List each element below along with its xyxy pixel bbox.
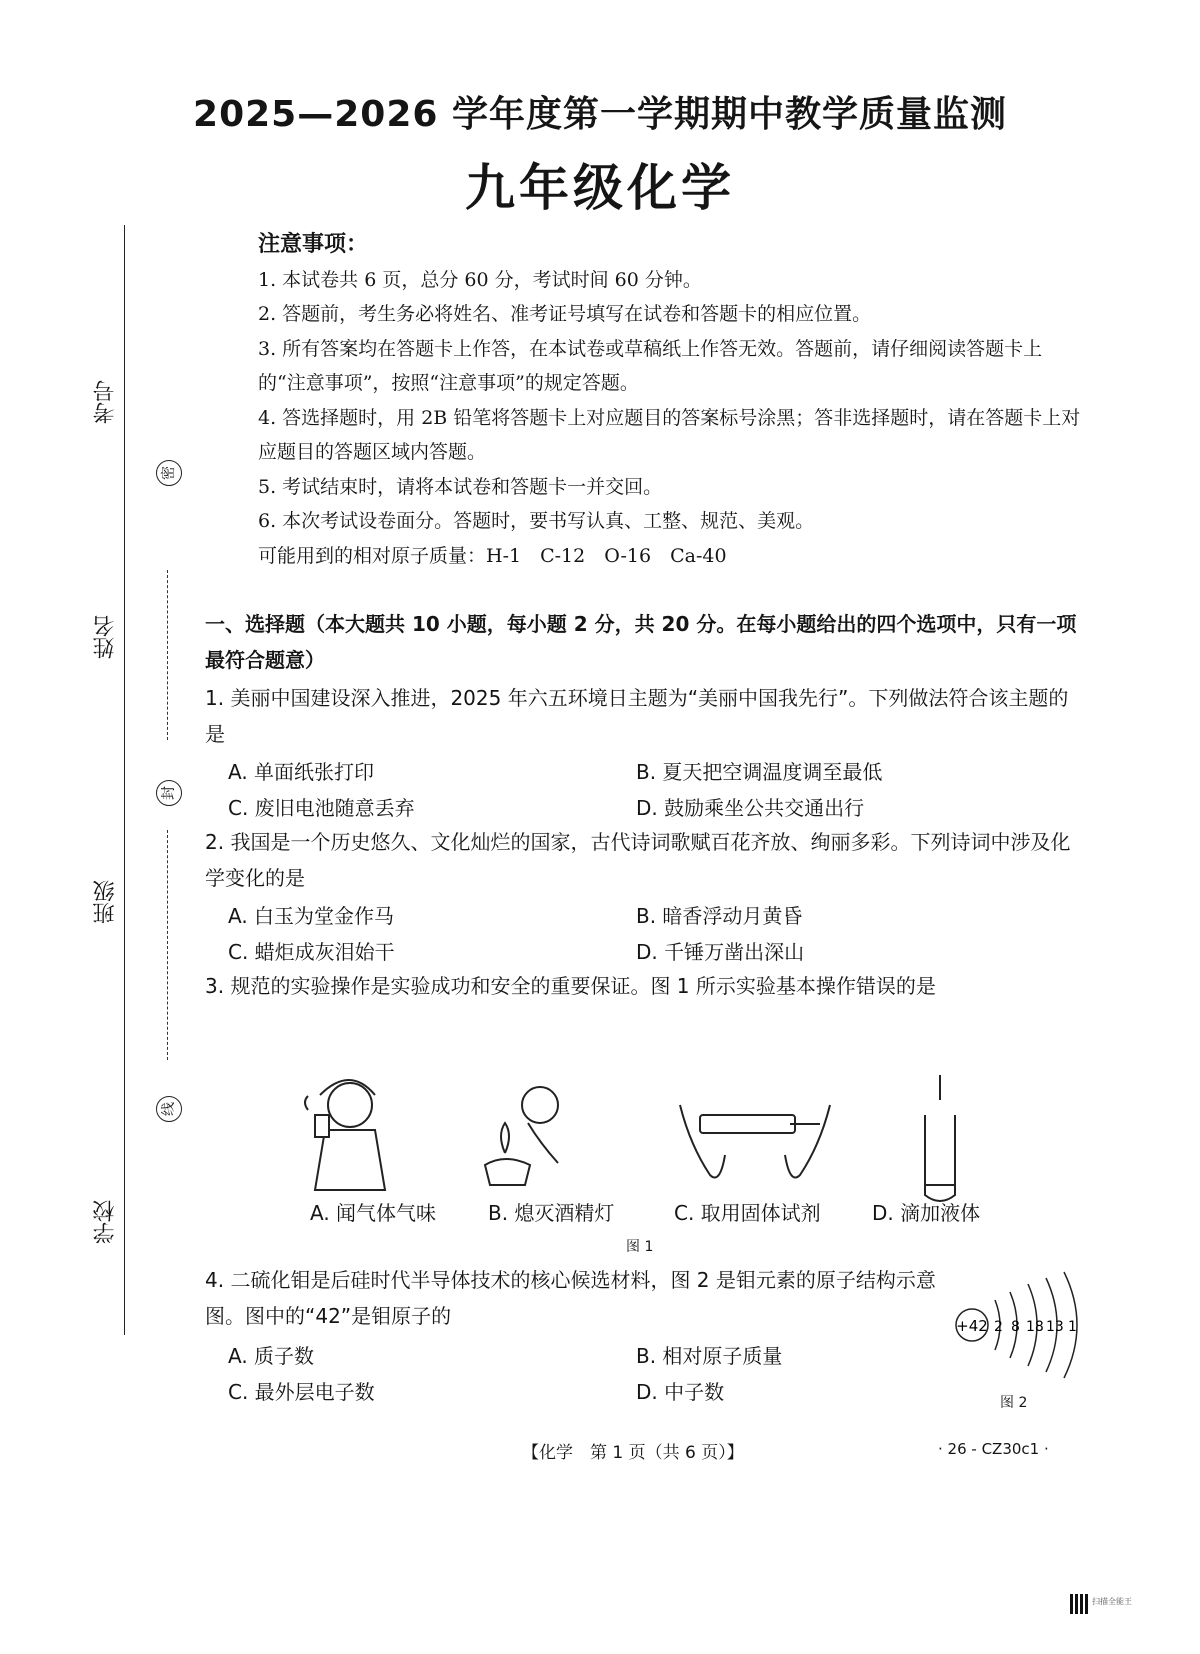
binding-line — [124, 225, 125, 1335]
option-d: D. 千锤万凿出深山 — [636, 940, 805, 964]
figure-drop-liquid — [925, 1075, 955, 1201]
seal-mark: 密 — [156, 460, 182, 486]
nucleus-charge: +42 — [956, 1317, 988, 1335]
scanner-watermark: 扫描全能王 — [1092, 1597, 1132, 1606]
shell-electrons: 18 — [1026, 1319, 1044, 1335]
field-school: 学校 — [93, 1200, 118, 1244]
option-c: C. 蜡炬成灰泪始干 — [228, 940, 395, 964]
figure-solid-reagent — [680, 1105, 830, 1178]
field-class: 班级 — [93, 880, 118, 924]
seal-mark: 封 — [156, 780, 182, 806]
shell-electrons: 2 — [994, 1319, 1003, 1335]
shell-electrons: 1 — [1068, 1319, 1077, 1335]
atomic-mass-note: 可能用到的相对原子质量：H-1 C-12 O-16 Ca-40 — [258, 544, 727, 567]
figure-1-label: 图 1 — [626, 1239, 654, 1255]
option-c: C. 最外层电子数 — [228, 1380, 375, 1404]
figure-alcohol-lamp — [485, 1087, 558, 1185]
notes-title: 注意事项： — [258, 232, 369, 257]
paper-code: · 26 - CZ30c1 · — [938, 1440, 1049, 1458]
shell-electrons: 13 — [1046, 1319, 1064, 1335]
seal-dashed-line — [167, 570, 168, 740]
question-stem: 2. 我国是一个历史悠久、文化灿烂的国家，古代诗词歌赋百花齐放、绚丽多彩。下列诗词中涉及化学变化的是 — [205, 830, 1071, 890]
note-item: 4. 答选择题时，用 2B 铅笔将答题卡上对应题目的答案标号涂黑；答非选择题时，请在答题卡上对应题目的答题区域内答题。 — [258, 406, 1081, 463]
notes-block — [258, 228, 1088, 573]
note-item: 3. 所有答案均在答题卡上作答，在本试卷或草稿纸上作答无效。答题前，请仔细阅读答题卡上的“注意事项”，按照“注意事项”的规定答题。 — [258, 337, 1043, 394]
option-b: B. 暗香浮动月黄昏 — [636, 904, 803, 928]
option-b: B. 相对原子质量 — [636, 1344, 783, 1368]
note-item: 5. 考试结束时，请将本试卷和答题卡一并交回。 — [258, 475, 663, 498]
option-c: C. 废旧电池随意丢弃 — [228, 796, 415, 820]
page-footer: 【化学 第 1 页（共 6 页）】 — [522, 1443, 744, 1463]
option-a: A. 单面纸张打印 — [228, 760, 375, 784]
question-stem: 4. 二硫化钼是后硅时代半导体技术的核心候选材料，图 2 是钼元素的原子结构示意图。图中的“42”是钼原子的 — [205, 1268, 936, 1328]
shell-electrons: 8 — [1011, 1319, 1020, 1335]
section-title: 一、选择题（本大题共 10 小题，每小题 2 分，共 20 分。在每小题给出的四个选项中，只有一项最符合题意） — [205, 612, 1077, 672]
figure-caption-a: A. 闻气体气味 — [310, 1201, 437, 1225]
atomic-structure-diagram — [950, 1270, 1090, 1380]
figure-caption-c: C. 取用固体试剂 — [674, 1201, 821, 1225]
exam-title: 2025—2026 学年度第一学期期中教学质量监测 — [193, 94, 1007, 135]
qr-code-icon — [1070, 1594, 1090, 1614]
figure-smell-gas — [305, 1080, 385, 1190]
seal-dashed-line — [167, 830, 168, 1060]
figure-caption-b: B. 熄灭酒精灯 — [488, 1201, 615, 1225]
option-d: D. 中子数 — [636, 1380, 725, 1404]
figure-caption-d: D. 滴加液体 — [872, 1201, 981, 1225]
question-stem: 1. 美丽中国建设深入推进，2025 年六五环境日主题为“美丽中国我先行”。下列做法符合该主题的是 — [205, 686, 1069, 746]
field-exam-number: 考号 — [93, 380, 118, 424]
field-name: 姓名 — [93, 615, 118, 659]
figure-2-label: 图 2 — [1000, 1395, 1028, 1411]
figure-1-illustrations — [290, 1075, 1010, 1205]
question-stem: 3. 规范的实验操作是实验成功和安全的重要保证。图 1 所示实验基本操作错误的是 — [205, 974, 936, 998]
option-d: D. 鼓励乘坐公共交通出行 — [636, 796, 865, 820]
note-item: 1. 本试卷共 6 页，总分 60 分，考试时间 60 分钟。 — [258, 268, 702, 291]
option-b: B. 夏天把空调温度调至最低 — [636, 760, 883, 784]
option-a: A. 质子数 — [228, 1344, 315, 1368]
option-a: A. 白玉为堂金作马 — [228, 904, 395, 928]
note-item: 2. 答题前，考生务必将姓名、准考证号填写在试卷和答题卡的相应位置。 — [258, 303, 872, 325]
seal-mark: 线 — [156, 1096, 182, 1122]
note-item: 6. 本次考试设卷面分。答题时，要书写认真、工整、规范、美观。 — [258, 510, 815, 532]
exam-subject: 九年级化学 — [465, 159, 735, 217]
